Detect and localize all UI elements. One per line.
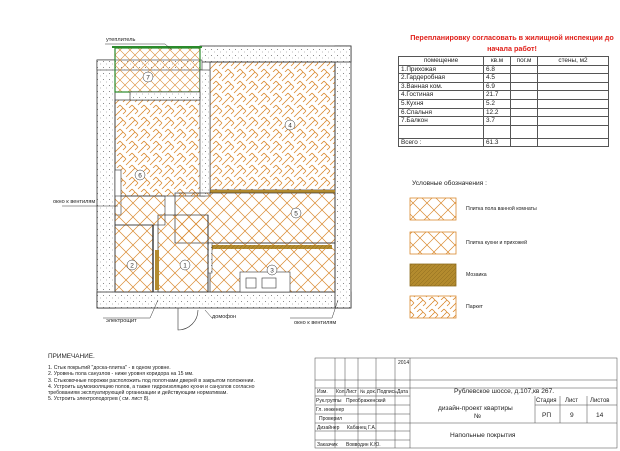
- vent-window-right-label: окно к вентилям: [294, 320, 337, 326]
- note-item: 2. Уровень пола санузлов - ниже уровня коридора на 15 мм.: [48, 371, 194, 378]
- table-row: 6.Спальня 12.2: [399, 108, 609, 117]
- room-num-2: 2: [130, 262, 134, 270]
- tb-name-0: Преображенский: [346, 398, 386, 404]
- mosaic-strip: [212, 245, 332, 249]
- rooms-table-header: [399, 57, 609, 66]
- tb-sheets: 14: [596, 412, 604, 419]
- table-row: 3.Ванная ком. 6.9: [399, 82, 609, 91]
- legend-label-bath: Плитка пола ванной комнаты: [466, 206, 537, 212]
- outer-wall-left: [97, 60, 115, 308]
- room-num-7: 7: [146, 74, 150, 82]
- tb-address: Рублевское шоссе, д.107,кв 267.: [454, 388, 555, 395]
- tb-role-3: Дизайнер: [317, 425, 340, 431]
- table-row: [399, 125, 609, 138]
- wardrobe-floor: [115, 225, 153, 292]
- insulation-label: утеплитель: [106, 37, 136, 43]
- col-walls: стены, м2: [538, 57, 609, 66]
- tb-project: дизайн-проект квартиры: [438, 405, 513, 412]
- vent-window-left-label: окно к вентилям: [53, 199, 96, 205]
- tb-sheet: 9: [570, 412, 574, 419]
- tb-role-1: Гл. инженер: [316, 407, 345, 413]
- tb-col-sign: Подпись: [377, 389, 397, 395]
- intercom-label: домофон: [212, 314, 237, 320]
- legend-swatch-parquet: [410, 296, 456, 318]
- room-num-6a: 6: [138, 172, 142, 180]
- table-row: 5.Кухня 5.2: [399, 99, 609, 108]
- entry-door: [178, 308, 198, 330]
- tb-col-kol: Кол.: [336, 389, 346, 395]
- rooms-table: [398, 56, 609, 147]
- col-perimeter: пог.м: [511, 57, 538, 66]
- table-row: 7.Балкон 3.7: [399, 117, 609, 126]
- room-num-4: 4: [288, 122, 292, 130]
- legend-swatch-mosaic: [410, 264, 456, 286]
- col-room: помещение: [399, 57, 484, 66]
- tb-sheet-title: Напольные покрытия: [450, 432, 516, 439]
- table-row: 1.Прихожая 6.8: [399, 65, 609, 74]
- note-item: требованиям эксплуатирующей организации и действующим нормативам.: [48, 390, 228, 397]
- table-row: 2.Гардеробная 4.5: [399, 74, 609, 83]
- room-num-3: 3: [270, 267, 274, 275]
- notes-list: [48, 365, 255, 403]
- col-area: кв.м: [484, 57, 511, 66]
- note-item: 4. Устроить шумоизоляцию полов, а также гидроизоляцию кухни и санузлов согласно: [48, 383, 255, 390]
- tb-col-date: Дата: [397, 389, 409, 395]
- outer-wall-bottom: [97, 292, 351, 308]
- legend-label-kitchen: Плитка кухни и прихожей: [466, 240, 528, 246]
- balcony-area: [115, 48, 200, 92]
- tb-number: №: [474, 413, 482, 420]
- tb-name-3: Кабанец Г.А.: [347, 425, 377, 431]
- legend-title: Условные обозначения :: [412, 180, 487, 187]
- outer-wall-top: [200, 46, 351, 62]
- tb-sheets-label: Листов: [590, 398, 610, 404]
- tb-stage: РП: [542, 412, 552, 419]
- tb-role-4: Заказчик: [317, 442, 338, 448]
- table-row-total: Всего : 61.3: [399, 138, 609, 147]
- legend-swatch-bath: [410, 198, 456, 220]
- tb-role-0: Рук.группы: [316, 398, 342, 404]
- note-item: 1. Стык покрытий "доска-плитка" - в одном уровне.: [48, 365, 171, 371]
- outer-wall-right: [335, 46, 351, 308]
- tb-col-izm: Изм.: [317, 389, 328, 395]
- living-threshold: [210, 190, 335, 193]
- tb-stage-label: Стадия: [536, 398, 557, 404]
- tb-role-2: Проверил: [319, 416, 343, 422]
- legend-label-mosaic: Мозаика: [466, 272, 487, 278]
- notes-title: ПРИМЕЧАНИЕ.: [48, 353, 95, 360]
- room-num-5: 5: [294, 210, 298, 218]
- note-item: 5. Устроить электроподогрев ( см. лист 8).: [48, 396, 150, 403]
- approval-warning: Перепланировку согласовать в жилищной инспекции до начала работ!: [410, 33, 614, 53]
- tb-col-list: Лист: [346, 389, 357, 395]
- electric-panel-label: электрощит: [106, 318, 137, 324]
- bedroom-floor: [115, 100, 205, 196]
- tb-name-4: Вовводин К.Ю.: [346, 442, 381, 448]
- legend-swatch-kitchen: [410, 232, 456, 254]
- tb-year: 2014: [398, 360, 410, 366]
- note-item: 3. Стыковочные порожки расположить под полотнами дверей в закрытом положении.: [48, 377, 255, 384]
- tb-col-doc: № док.: [360, 389, 377, 395]
- table-row: 4.Гостиная 21.7: [399, 91, 609, 100]
- tb-sheet-label: Лист: [565, 398, 579, 404]
- legend-label-parquet: Паркет: [466, 304, 483, 310]
- living-room-floor: [210, 62, 335, 190]
- room-num-1: 1: [183, 262, 187, 270]
- hall-floor: [158, 215, 208, 292]
